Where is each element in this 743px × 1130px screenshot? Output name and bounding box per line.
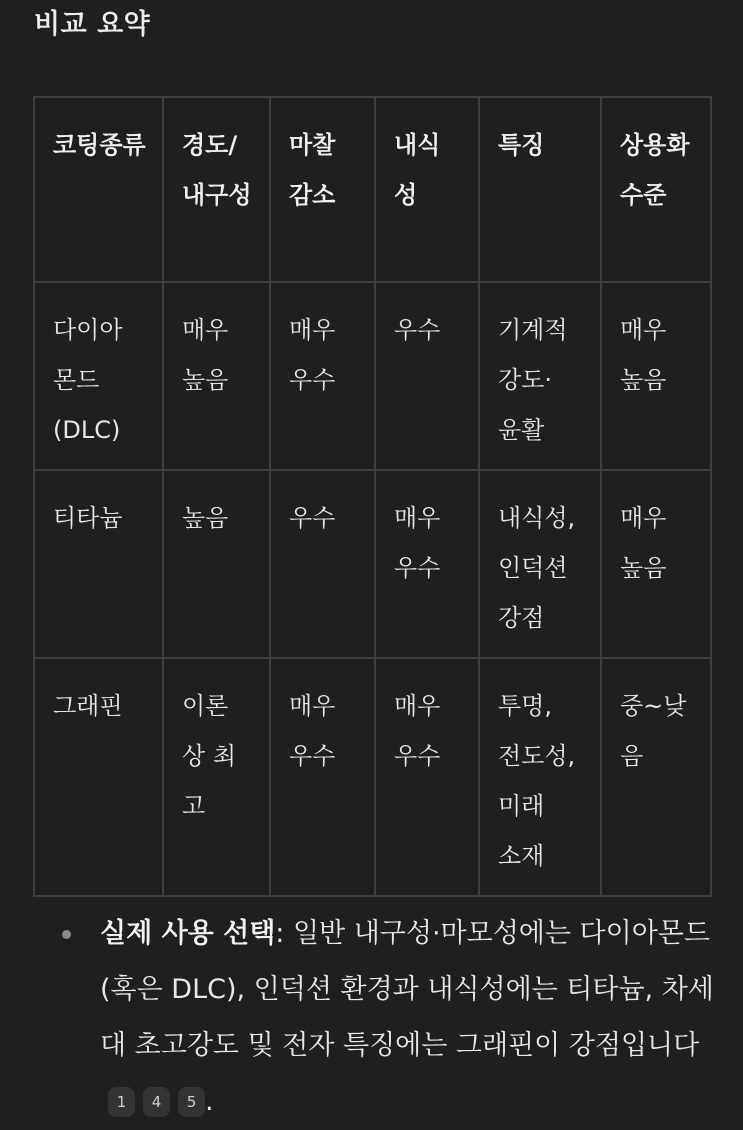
table-cell xyxy=(601,282,711,470)
cell-text-line: 기계적 xyxy=(498,316,568,344)
cell-text-line: 소재 xyxy=(498,842,545,870)
cell-text-line: 다이아 xyxy=(53,316,123,344)
table-cell xyxy=(479,658,601,896)
cell-text-line: 상용 xyxy=(620,131,667,159)
cell-text-line: 그래핀 xyxy=(53,692,123,720)
header-cell xyxy=(375,97,479,282)
cell-text-line: 매우 xyxy=(620,316,667,344)
cell-text-line: 화 수 xyxy=(620,131,690,209)
table-cell xyxy=(375,470,479,658)
cell-text-line: 높음 xyxy=(620,366,667,394)
cell-text-line: 매우 xyxy=(182,316,229,344)
cell-text-line: 매우 xyxy=(394,692,441,720)
cell-text-line: 코팅 xyxy=(53,131,100,159)
citation-badge[interactable]: 1 xyxy=(108,1087,135,1117)
cell-text-line: 경도/ xyxy=(182,131,238,159)
header-cell xyxy=(34,97,163,282)
cell-text-line: 인덕션 xyxy=(498,554,568,582)
cell-text-line: 우수 xyxy=(394,316,441,344)
cell-text-line: 우수 xyxy=(289,504,336,532)
cell-text-line: 내식성, xyxy=(498,504,576,532)
table-row xyxy=(34,282,711,470)
cell-text-line: 매우 xyxy=(289,316,336,344)
table-header-row xyxy=(34,97,711,282)
cell-text-line: 티타늄 xyxy=(53,504,123,532)
cell-text-line: 매우 xyxy=(620,504,667,532)
cell-text-line: (DLC) xyxy=(53,416,121,444)
table-cell xyxy=(270,282,375,470)
cell-text-line: 종류 xyxy=(99,131,146,159)
table-row xyxy=(34,658,711,896)
section-heading: 비교 요약 xyxy=(34,9,151,40)
cell-text-line: 고 xyxy=(182,792,206,820)
header-cell xyxy=(479,97,601,282)
cell-text-line: 감소 xyxy=(289,181,336,209)
table-cell xyxy=(601,470,711,658)
table-cell xyxy=(34,470,163,658)
cell-text-line: 우수 xyxy=(394,554,441,582)
table-cell xyxy=(479,470,601,658)
cell-text-line: 미래 xyxy=(498,792,545,820)
table-cell xyxy=(34,282,163,470)
cell-text-line: 높음 xyxy=(620,554,667,582)
summary-text: : 일반 내구성·마모성에는 다이아몬드(혹은 DLC), 인덕션 환경과 내식성에는 티타늄, 차세대 초고강도 및 전자 특징에는 그래핀이 강점입니다 xyxy=(100,918,714,1061)
header-cell xyxy=(270,97,375,282)
cell-text-line: 특징 xyxy=(498,131,545,159)
summary-bullet xyxy=(100,906,715,1130)
cell-text-line: 성 xyxy=(394,181,418,209)
summary-end: . xyxy=(205,1086,214,1117)
cell-text-line: 중~낮 xyxy=(620,692,687,720)
citation-badge[interactable]: 4 xyxy=(143,1087,170,1117)
cell-text-line: 준 xyxy=(643,181,667,209)
table-cell xyxy=(375,282,479,470)
comparison-table xyxy=(33,96,712,897)
cell-text-line: 내구 xyxy=(182,181,229,209)
table-cell xyxy=(163,658,270,896)
cell-text-line: 몬드 xyxy=(53,366,100,394)
table-row xyxy=(34,470,711,658)
cell-text-line: 이론 xyxy=(182,692,229,720)
cell-text-line: 높음 xyxy=(182,366,229,394)
summary-label: 실제 사용 선택 xyxy=(100,918,276,949)
cell-text-line: 높음 xyxy=(182,504,229,532)
cell-text-line: 우수 xyxy=(289,742,336,770)
table-cell xyxy=(601,658,711,896)
header-cell xyxy=(163,97,270,282)
cell-text-line: 강점 xyxy=(498,604,545,632)
cell-text-line: 윤활 xyxy=(498,416,545,444)
cell-text-line: 매우 xyxy=(289,692,336,720)
table-cell xyxy=(270,470,375,658)
table-cell xyxy=(479,282,601,470)
bullet-icon xyxy=(62,930,71,939)
cell-text-line: 상 최 xyxy=(182,742,236,770)
cell-text-line: 우수 xyxy=(289,366,336,394)
table-cell xyxy=(375,658,479,896)
table-cell xyxy=(163,282,270,470)
table-cell xyxy=(163,470,270,658)
cell-text-line: 성 xyxy=(228,181,252,209)
cell-text-line: 전도성, xyxy=(498,742,576,770)
table-cell xyxy=(270,658,375,896)
cell-text-line: 강도· xyxy=(498,366,552,394)
cell-text-line: 매우 xyxy=(394,504,441,532)
table-cell xyxy=(34,658,163,896)
citation-badge[interactable]: 5 xyxy=(178,1087,205,1117)
header-cell xyxy=(601,97,711,282)
cell-text-line: 내식 xyxy=(394,131,441,159)
cell-text-line: 마찰 xyxy=(289,131,336,159)
cell-text-line: 음 xyxy=(620,742,644,770)
cell-text-line: 우수 xyxy=(394,742,441,770)
cell-text-line: 투명, xyxy=(498,692,552,720)
